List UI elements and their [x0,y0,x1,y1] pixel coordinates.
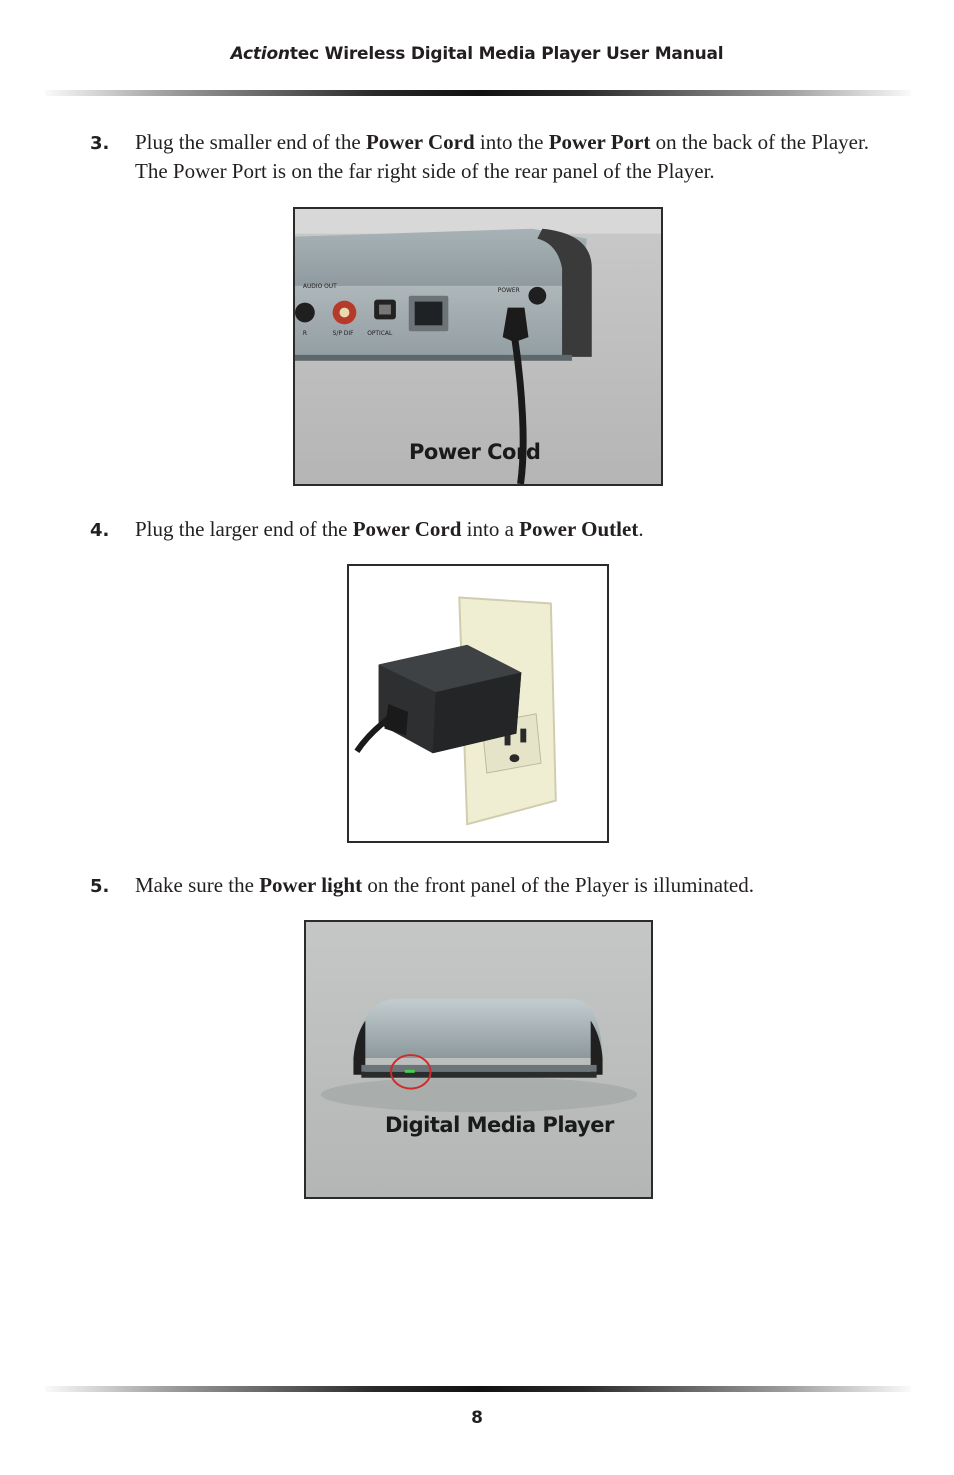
text-run: . [638,517,644,541]
text-run: Plug the larger end of the [135,517,353,541]
bold-term: Power light [259,873,363,897]
panel-label: AUDIO OUT [302,283,337,290]
text-run: Make sure the [135,873,260,897]
power-light-photo [304,920,653,1199]
bold-term: Power Cord [365,130,475,154]
step-text [135,871,885,900]
player-front-panel-illustration [306,922,651,1197]
header-rule [45,90,911,96]
text-run: into a [461,517,520,541]
panel-label: OPTICAL [367,331,393,338]
bold-term: Power Outlet [519,517,639,541]
header-title-rest: tec Wireless Digital Media Player User Manual [289,44,724,64]
power-adapter-outlet-illustration [349,566,607,841]
panel-label: POWER [497,287,520,294]
power-port-photo [293,207,663,486]
panel-label: S/P DIF [332,331,354,338]
text-run: on the back of the Player. The Power Port is on the far right side of the rear panel of the Player. [135,130,870,183]
panel-label: R [302,331,308,338]
step-number: 3. [90,133,110,154]
step-number: 5. [90,876,110,897]
header-title [0,44,954,64]
text-run: Plug the smaller end of the [135,130,366,154]
step-text [135,515,885,544]
image-caption: Power Cord [409,440,541,464]
step-text [135,128,885,186]
step-number: 4. [90,520,110,541]
page-number: 8 [471,1408,483,1428]
text-run: on the front panel of the Player is illuminated. [362,873,754,897]
header-brand-italic: Action [230,44,290,64]
bold-term: Power Cord [352,517,462,541]
power-outlet-photo [347,564,609,843]
image-caption: Digital Media Player [385,1113,614,1137]
bold-term: Power Port [548,130,651,154]
footer-rule [45,1386,911,1392]
text-run: into the [474,130,549,154]
